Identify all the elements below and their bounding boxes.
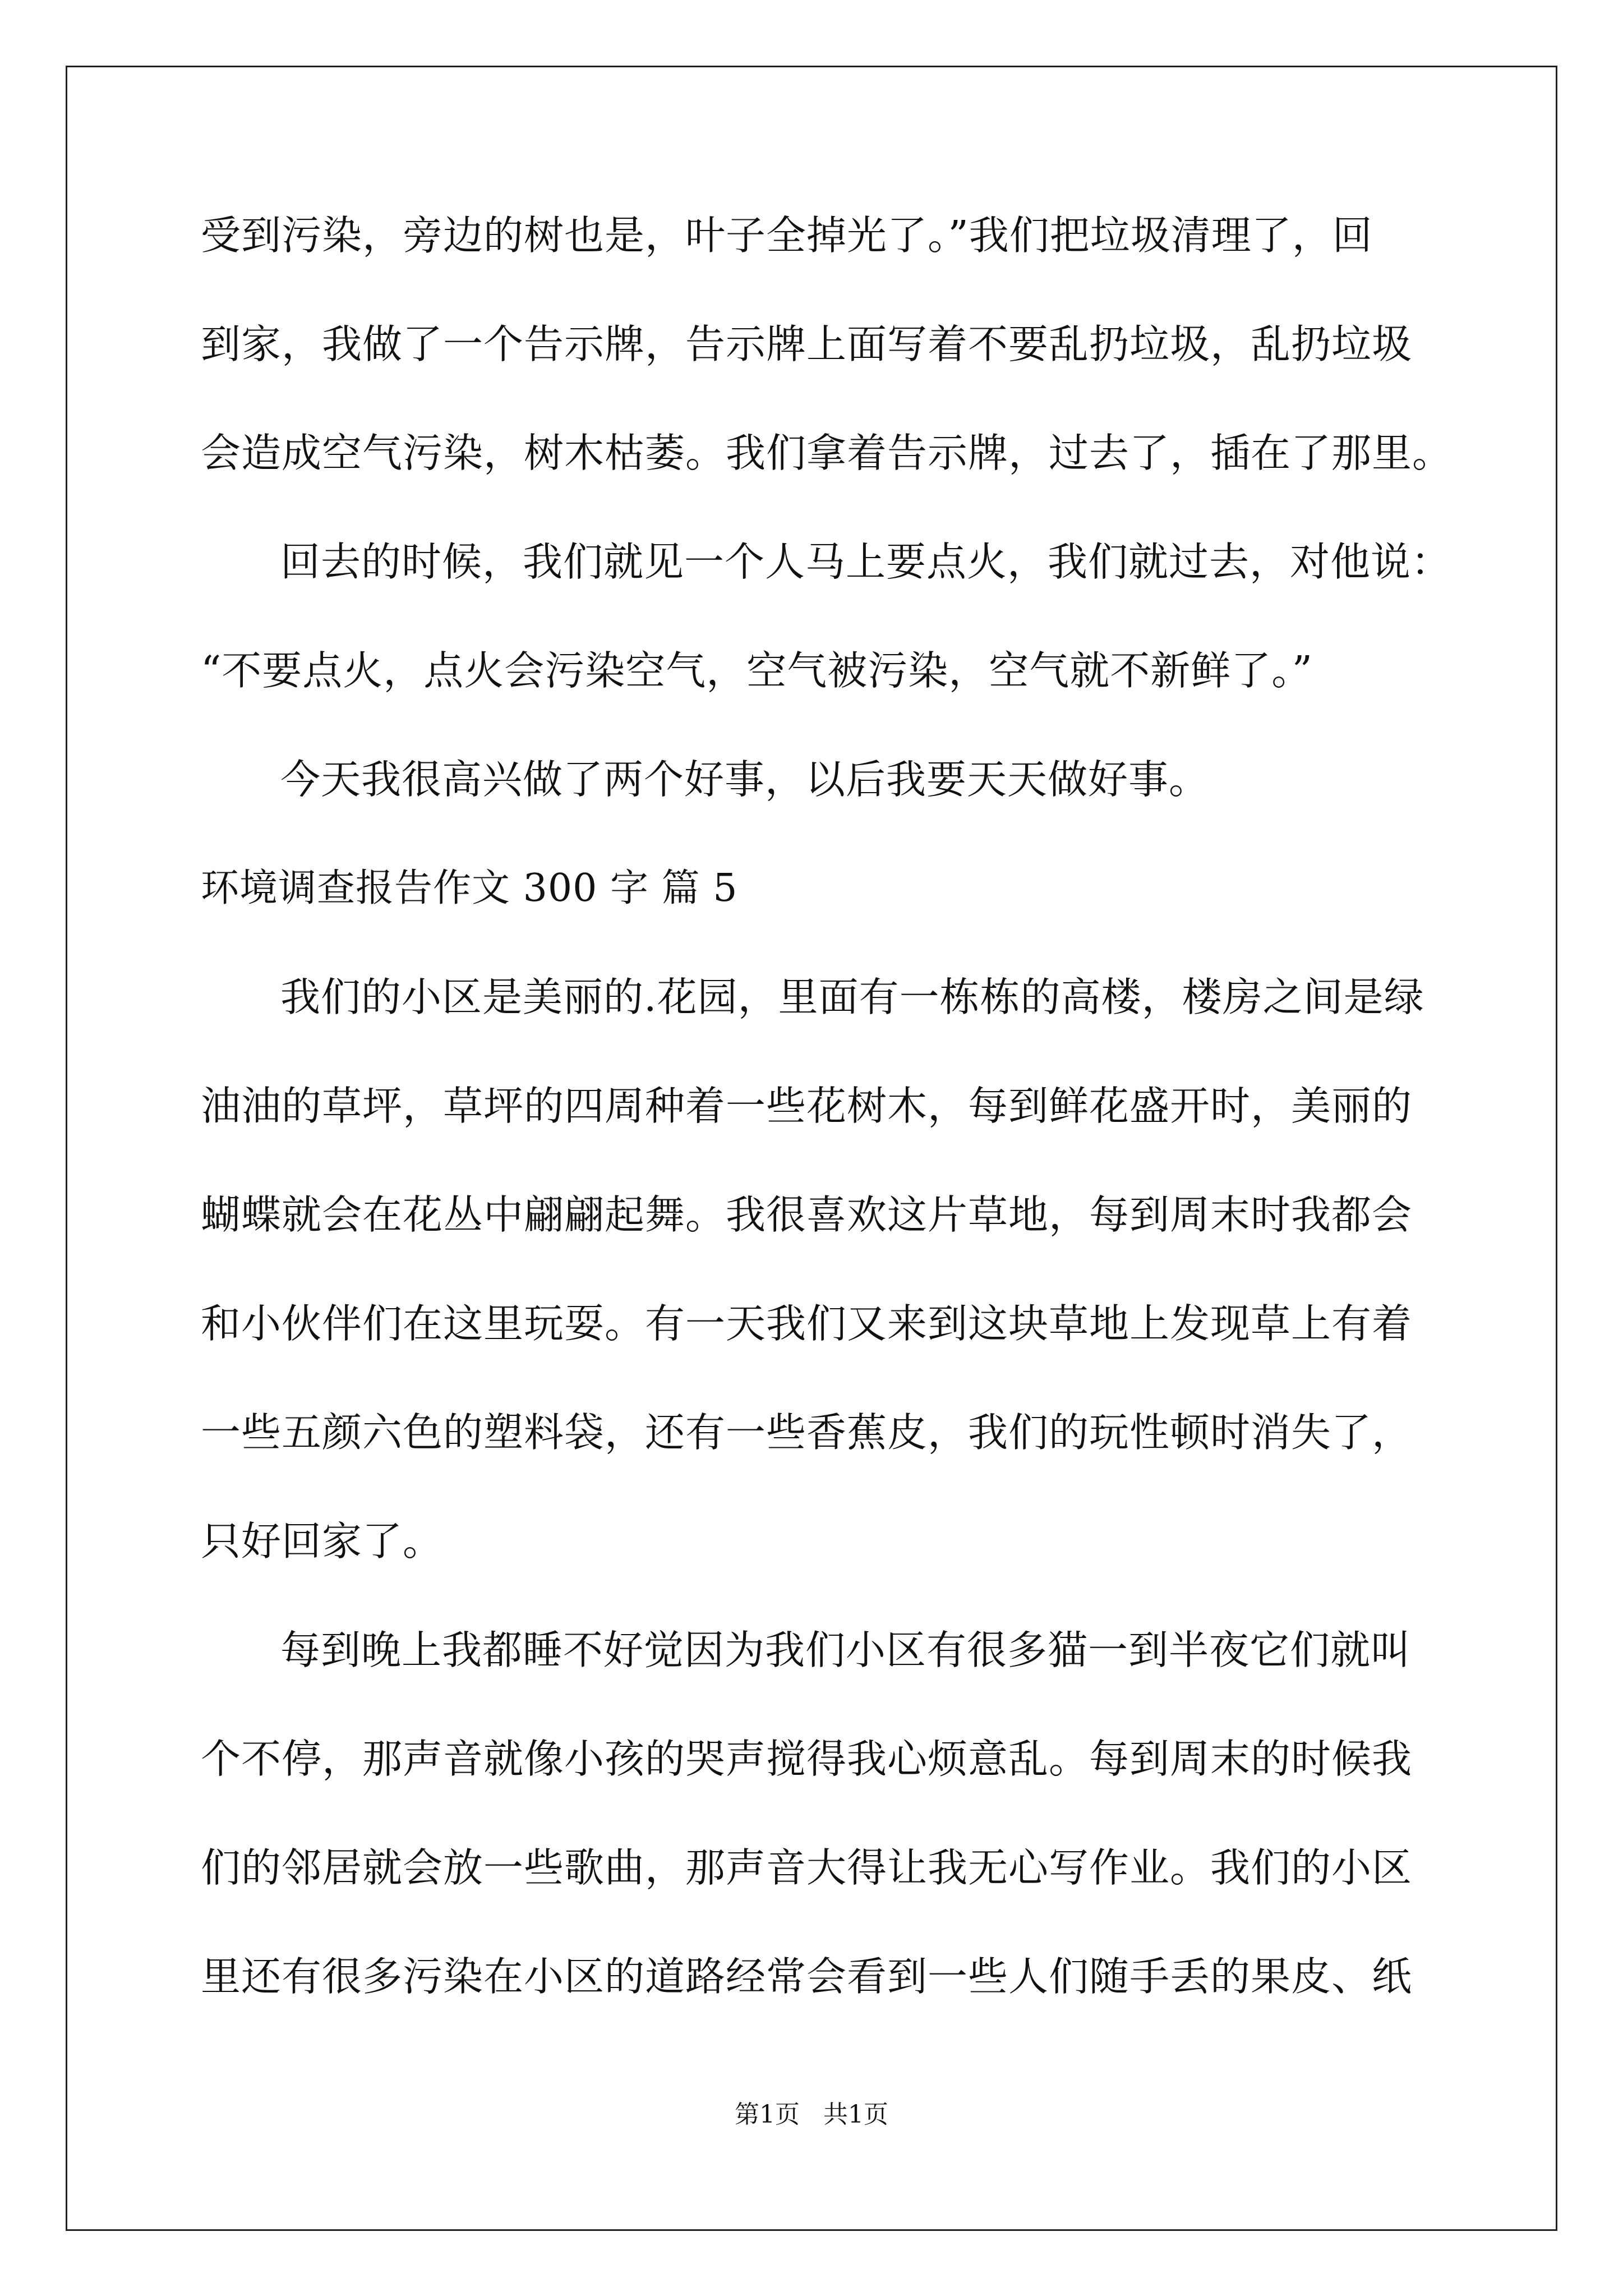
text-line: 到家，我做了一个告示牌，告示牌上面写着不要乱扔垃圾，乱扔垃圾 bbox=[201, 321, 1413, 367]
text-line: 一些五颜六色的塑料袋，还有一些香蕉皮，我们的玩性顿时消失了， bbox=[201, 1409, 1413, 1456]
text-line: 油油的草坪，草坪的四周种着一些花树木，每到鲜花盛开时，美丽的 bbox=[201, 1083, 1413, 1129]
document-body bbox=[201, 208, 1453, 2058]
text-line: 们的邻居就会放一些歌曲，那声音大得让我无心写作业。我们的小区 bbox=[201, 1844, 1413, 1891]
text-line: 个不停，那声音就像小孩的哭声搅得我心烦意乱。每到周末的时候我 bbox=[201, 1736, 1413, 1782]
text-line: 里还有很多污染在小区的道路经常会看到一些人们随手丢的果皮、纸 bbox=[201, 1953, 1413, 2000]
text-line: 和小伙伴们在这里玩耍。有一天我们又来到这块草地上发现草上有着 bbox=[201, 1300, 1413, 1347]
text-line: “不要点火，点火会污染空气，空气被污染，空气就不新鲜了。” bbox=[201, 647, 1313, 694]
page-footer: 第1页 共1页 bbox=[735, 2100, 888, 2129]
text-line: 我们的小区是美丽的.花园，里面有一栋栋的高楼，楼房之间是绿 bbox=[280, 974, 1424, 1020]
text-line: 受到污染，旁边的树也是，叶子全掉光了。”我们把垃圾清理了，回 bbox=[201, 212, 1373, 259]
text-line: 只好回家了。 bbox=[201, 1518, 444, 1565]
section-heading: 环境调查报告作文 300 字 篇 5 bbox=[201, 866, 738, 910]
text-line: 每到晚上我都睡不好觉因为我们小区有很多猫一到半夜它们就叫 bbox=[280, 1627, 1412, 1673]
text-line: 蝴蝶就会在花丛中翩翩起舞。我很喜欢这片草地，每到周末时我都会 bbox=[201, 1191, 1413, 1238]
text-line: 回去的时候，我们就见一个人马上要点火，我们就过去，对他说： bbox=[280, 539, 1452, 585]
text-line: 今天我很高兴做了两个好事，以后我要天天做好事。 bbox=[280, 756, 1210, 803]
text-line: 会造成空气污染，树木枯萎。我们拿着告示牌，过去了，插在了那里。 bbox=[201, 430, 1453, 476]
